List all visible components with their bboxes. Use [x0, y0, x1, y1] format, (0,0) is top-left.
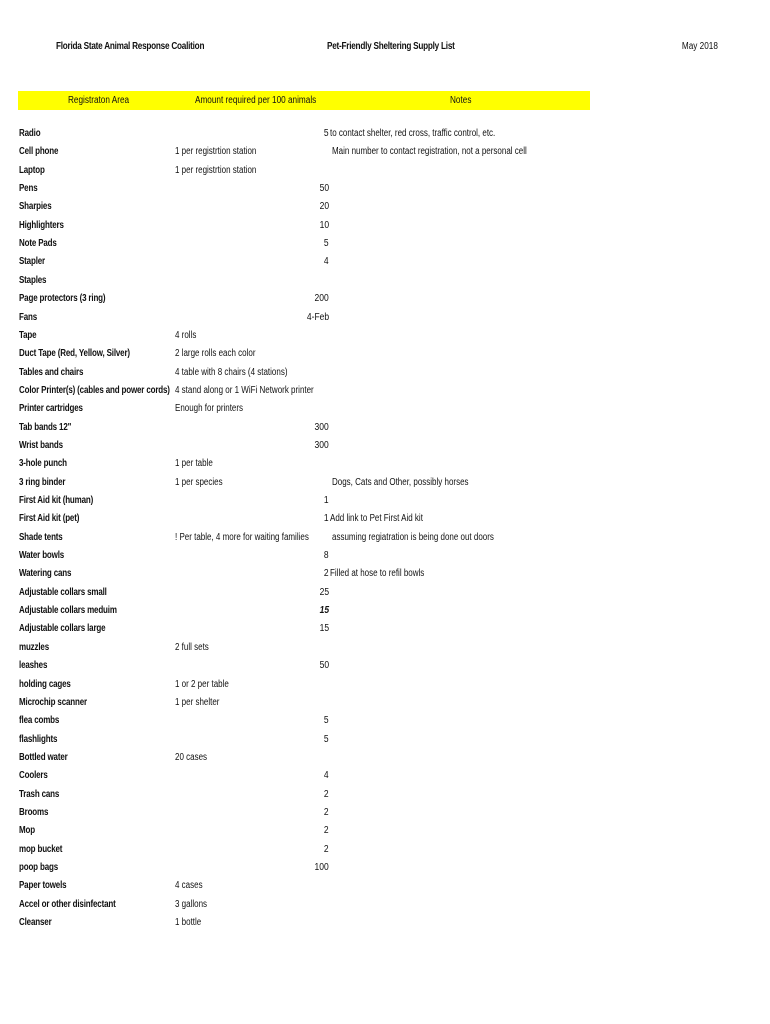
table-row — [0, 422, 770, 440]
table-row — [0, 899, 770, 917]
table-row — [0, 825, 770, 843]
table-row — [0, 477, 770, 495]
amount-required: 2 full sets — [175, 641, 209, 653]
table-row — [0, 660, 770, 678]
item-name: Fans — [19, 311, 38, 323]
quantity: 25 — [319, 586, 329, 598]
quantity: 15 — [319, 623, 329, 635]
item-name: leashes — [19, 660, 48, 672]
amount-required: 1 per table — [175, 458, 213, 470]
table-row — [0, 587, 770, 605]
item-name: Tape — [19, 329, 37, 341]
table-row — [0, 220, 770, 238]
table-row — [0, 844, 770, 862]
item-name: holding cages — [19, 678, 71, 690]
table-row — [0, 312, 770, 330]
amount-required: 2 large rolls each color — [175, 348, 256, 360]
item-name: Shade tents — [19, 531, 63, 543]
item-name: Highlighters — [19, 219, 64, 231]
item-name: muzzles — [19, 641, 50, 653]
quantity: 200 — [314, 293, 329, 305]
item-name: Staples — [19, 274, 47, 286]
table-row — [0, 367, 770, 385]
table-row — [0, 293, 770, 311]
item-name: Adjustable collars small — [19, 586, 107, 598]
amount-required: 4 stand along or 1 WiFi Network printer — [175, 384, 314, 396]
item-name: Watering cans — [19, 568, 72, 580]
item-name: Mop — [19, 825, 35, 837]
amount-required: 1 per registrtion station — [175, 164, 257, 176]
item-name: poop bags — [19, 862, 59, 873]
table-row — [0, 330, 770, 348]
quantity: 1 — [324, 495, 329, 506]
table-row — [0, 238, 770, 256]
table-row — [0, 752, 770, 770]
item-name: Page protectors (3 ring) — [19, 293, 106, 305]
quantity: 4 — [324, 770, 329, 782]
item-name: Brooms — [19, 806, 49, 818]
item-name: Cleanser — [19, 917, 52, 929]
amount-required: 1 bottle — [175, 917, 202, 929]
table-row — [0, 642, 770, 660]
document-title: Pet-Friendly Sheltering Supply List — [327, 41, 455, 52]
table-row — [0, 348, 770, 366]
item-name: Color Printer(s) (cables and power cords) — [19, 384, 170, 396]
table-row — [0, 568, 770, 586]
column-header-amount: Amount required per 100 animals — [195, 95, 317, 106]
item-name: Adjustable collars large — [19, 623, 106, 635]
table-row — [0, 532, 770, 550]
quantity: 1 — [324, 513, 329, 525]
item-name: First Aid kit (pet) — [19, 513, 80, 525]
table-row — [0, 697, 770, 715]
table-row — [0, 715, 770, 733]
table-row — [0, 128, 770, 146]
amount-required: 1 per registrtion station — [175, 146, 257, 158]
item-name: Paper towels — [19, 880, 67, 892]
amount-required: 4 table with 8 chairs (4 stations) — [175, 366, 288, 378]
table-row — [0, 789, 770, 807]
quantity: 5 — [324, 715, 329, 727]
table-row — [0, 275, 770, 293]
item-name: Note Pads — [19, 238, 57, 250]
table-row — [0, 256, 770, 274]
note-text: Main number to contact registration, not a personal cell — [332, 146, 527, 158]
item-name: Tables and chairs — [19, 366, 84, 378]
item-name: Sharpies — [19, 201, 52, 213]
item-name: Microchip scanner — [19, 696, 87, 708]
item-name: Tab bands 12" — [19, 421, 72, 433]
item-name: First Aid kit (human) — [19, 495, 94, 506]
table-row — [0, 880, 770, 898]
quantity: 2 — [324, 568, 329, 580]
quantity: 8 — [324, 550, 329, 562]
amount-required: Enough for printers — [175, 403, 244, 415]
item-name: Laptop — [19, 164, 45, 176]
table-row — [0, 403, 770, 421]
table-row — [0, 146, 770, 164]
item-name: Accel or other disinfectant — [19, 898, 116, 910]
table-row — [0, 679, 770, 697]
table-row — [0, 513, 770, 531]
table-row — [0, 623, 770, 641]
note-text: assuming regiatration is being done out doors — [332, 531, 494, 543]
document-date: May 2018 — [681, 41, 718, 52]
item-name: Water bowls — [19, 550, 65, 562]
table-row — [0, 770, 770, 788]
quantity: 15 — [319, 605, 329, 617]
note-text: Add link to Pet First Aid kit — [330, 513, 423, 525]
item-name: Pens — [19, 183, 38, 195]
quantity: 2 — [324, 788, 329, 800]
quantity: 2 — [324, 806, 329, 818]
amount-required: 1 per species — [175, 476, 223, 488]
table-row — [0, 550, 770, 568]
quantity: 50 — [319, 660, 329, 672]
item-name: 3 ring binder — [19, 476, 66, 488]
item-name: flea combs — [19, 715, 60, 727]
item-name: Stapler — [19, 256, 46, 268]
quantity: 10 — [319, 219, 329, 231]
column-header-area: Registraton Area — [68, 95, 130, 106]
table-row — [0, 183, 770, 201]
quantity: 100 — [314, 862, 329, 873]
item-name: Printer cartridges — [19, 403, 83, 415]
quantity: 50 — [319, 183, 329, 195]
table-row — [0, 201, 770, 219]
table-row — [0, 385, 770, 403]
table-row — [0, 165, 770, 183]
amount-required: ! Per table, 4 more for waiting families — [175, 531, 309, 543]
amount-required: 4 cases — [175, 880, 203, 892]
item-name: Cell phone — [19, 146, 59, 158]
quantity: 2 — [324, 843, 329, 855]
item-name: Duct Tape (Red, Yellow, Silver) — [19, 348, 130, 360]
quantity: 4-Feb — [306, 311, 329, 323]
note-text: to contact shelter, red cross, traffic control, etc. — [330, 128, 496, 139]
table-row — [0, 734, 770, 752]
amount-required: 4 rolls — [175, 329, 197, 341]
quantity: 5 — [324, 238, 329, 250]
column-header-notes: Notes — [450, 95, 472, 106]
organization-name: Florida State Animal Response Coalition — [56, 41, 205, 52]
amount-required: 1 per shelter — [175, 696, 220, 708]
table-row — [0, 605, 770, 623]
item-name: Adjustable collars meduim — [19, 605, 117, 617]
quantity: 4 — [324, 256, 329, 268]
quantity: 5 — [324, 733, 329, 745]
quantity: 20 — [319, 201, 329, 213]
item-name: 3-hole punch — [19, 458, 67, 470]
quantity: 300 — [314, 439, 329, 451]
table-row — [0, 458, 770, 476]
table-row — [0, 495, 770, 513]
quantity: 300 — [314, 421, 329, 433]
item-name: Wrist bands — [19, 439, 63, 451]
note-text: Dogs, Cats and Other, possibly horses — [332, 476, 469, 488]
item-name: mop bucket — [19, 843, 63, 855]
item-name: Bottled water — [19, 751, 68, 763]
item-name: Radio — [19, 128, 41, 139]
table-row — [0, 440, 770, 458]
amount-required: 20 cases — [175, 751, 208, 763]
note-text: Filled at hose to refil bowls — [330, 568, 425, 580]
quantity: 2 — [324, 825, 329, 837]
table-row — [0, 862, 770, 880]
amount-required: 3 gallons — [175, 898, 208, 910]
quantity: 5 — [324, 128, 329, 139]
item-name: flashlights — [19, 733, 58, 745]
table-row — [0, 917, 770, 935]
table-row — [0, 807, 770, 825]
item-name: Trash cans — [19, 788, 60, 800]
item-name: Coolers — [19, 770, 48, 782]
amount-required: 1 or 2 per table — [175, 678, 229, 690]
